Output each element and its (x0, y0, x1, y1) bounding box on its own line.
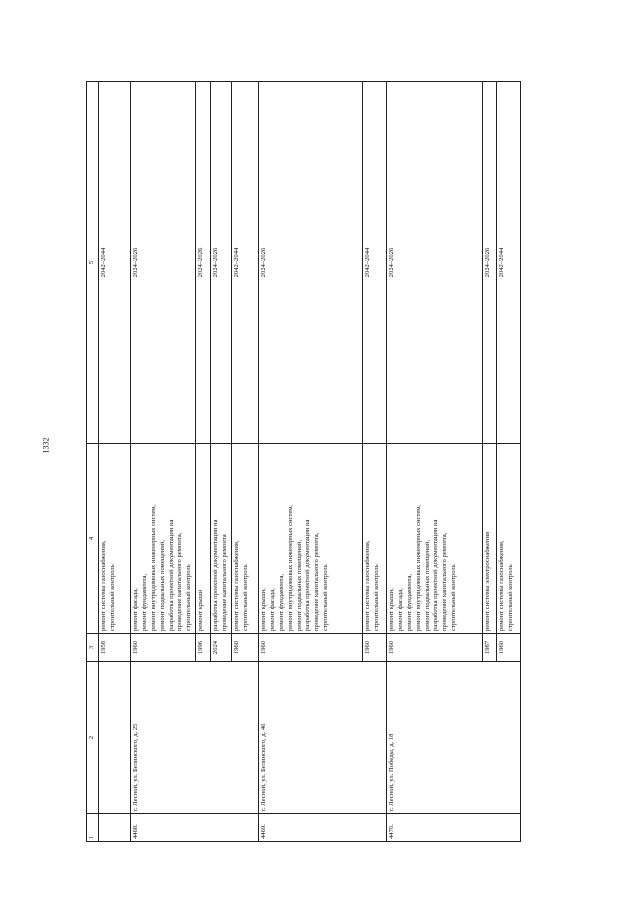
work-line: ремонт системы газоснабжения, (100, 540, 107, 631)
period-cell: 2024–2026 (259, 82, 363, 444)
work-line: ремонт фасада, (132, 588, 139, 631)
year-cell: 1996 (196, 634, 211, 662)
column-header: 5 (87, 82, 99, 444)
work-line: строительный контроль (241, 564, 249, 631)
year-cell: 1960 (387, 634, 483, 662)
year-cell: 1960 (131, 634, 196, 662)
work-line: ремонт подвальных помещений, (158, 540, 166, 631)
work-line: ремонт подвальных помещений, (295, 540, 303, 631)
address-cell (99, 662, 131, 814)
works-cell (131, 444, 196, 634)
work-line: разработка проектной документации на (167, 519, 175, 631)
address-cell: г. Лесной, ул. Белинского, д. 46 (259, 662, 387, 814)
header-row (87, 82, 99, 842)
row-number: 4469. (259, 814, 387, 842)
work-line: строительный контроль (506, 564, 514, 631)
page-number: 1332 (41, 437, 51, 454)
row-number: 4468. (131, 814, 259, 842)
column-header: 3 (87, 634, 99, 662)
work-line: ремонт крыши, (260, 588, 268, 631)
table-row (259, 82, 363, 842)
year-cell: 1960 (363, 634, 387, 662)
works-cell (363, 444, 387, 634)
period-cell: 2024–2026 (387, 82, 483, 444)
work-line: ремонт подвальных помещений, (423, 540, 431, 631)
work-line: ремонт внутридомовых инженерных систем, (414, 504, 422, 631)
period-cell: 2024–2026 (131, 82, 196, 444)
works-cell (99, 444, 131, 634)
period-cell: 2042–2044 (232, 82, 259, 444)
address-cell: г. Лесной, ул. Победы, д. 18 (387, 662, 521, 814)
table-row (387, 82, 483, 842)
rotated-table-container (86, 82, 530, 842)
work-line: ремонт фундамента, (140, 573, 148, 631)
year-cell: 1987 (483, 634, 497, 662)
work-line: ремонт фасада, (396, 588, 404, 631)
table-body (99, 82, 521, 842)
year-cell: 1960 (497, 634, 521, 662)
work-line: ремонт системы газоснабжения, (364, 540, 372, 631)
period-cell: 2042–2044 (363, 82, 387, 444)
work-line: проведение капитального ремонта, (441, 532, 449, 631)
row-number: 4470. (387, 814, 521, 842)
works-cell (497, 444, 521, 634)
year-cell: 2024 (211, 634, 232, 662)
works-cell (259, 444, 363, 634)
work-line: строительный контроль (108, 564, 116, 631)
work-line: разработка проектной документации на (432, 519, 440, 631)
works-cell (196, 444, 211, 634)
work-line: ремонт системы электроснабжения (484, 531, 492, 631)
work-line: ремонт фасада, (268, 588, 276, 631)
period-cell: 2042–2044 (99, 82, 131, 444)
period-cell: 2024–2026 (211, 82, 232, 444)
row-number (99, 814, 131, 842)
work-line: строительный контроль (450, 564, 458, 631)
work-line: ремонт крыши, (388, 588, 396, 631)
table-row (99, 82, 131, 842)
period-cell: 2042–2044 (497, 82, 521, 444)
works-cell (483, 444, 497, 634)
work-line: ремонт системы газоснабжения, (233, 540, 241, 631)
column-header: 2 (87, 662, 99, 814)
work-line: ремонт внутридомовых инженерных систем, (286, 504, 294, 631)
work-line: ремонт внутридомовых инженерных систем, (149, 504, 157, 631)
work-line: проведение капитального ремонта, (313, 532, 321, 631)
work-line: ремонт крыши (197, 589, 205, 631)
work-line: ремонт фундамента, (277, 573, 285, 631)
year-cell: 1960 (259, 634, 363, 662)
address-cell: г. Лесной, ул. Белинского, д. 25 (131, 662, 259, 814)
work-line: ремонт системы газоснабжения, (498, 540, 506, 631)
work-line: разработка проектной документации на (212, 519, 220, 631)
column-header: 4 (87, 444, 99, 634)
work-line: разработка проектной документации на (304, 519, 312, 631)
year-cell: 1960 (232, 634, 259, 662)
work-line: проведение капитального ремонта, (176, 532, 184, 631)
works-cell (232, 444, 259, 634)
period-cell: 2024–2026 (196, 82, 211, 444)
works-cell (387, 444, 483, 634)
work-line: ремонт фундамента, (405, 573, 413, 631)
table-row (131, 82, 196, 842)
period-cell: 2024–2026 (483, 82, 497, 444)
work-line: строительный контроль (185, 564, 193, 631)
repair-schedule-table (86, 81, 521, 842)
work-line: строительный контроль (372, 564, 380, 631)
work-line: строительный контроль (322, 564, 330, 631)
column-header: 1 (87, 814, 99, 842)
work-line: проведение капитального ремонта (221, 534, 229, 631)
year-cell: 1958 (99, 634, 131, 662)
works-cell (211, 444, 232, 634)
